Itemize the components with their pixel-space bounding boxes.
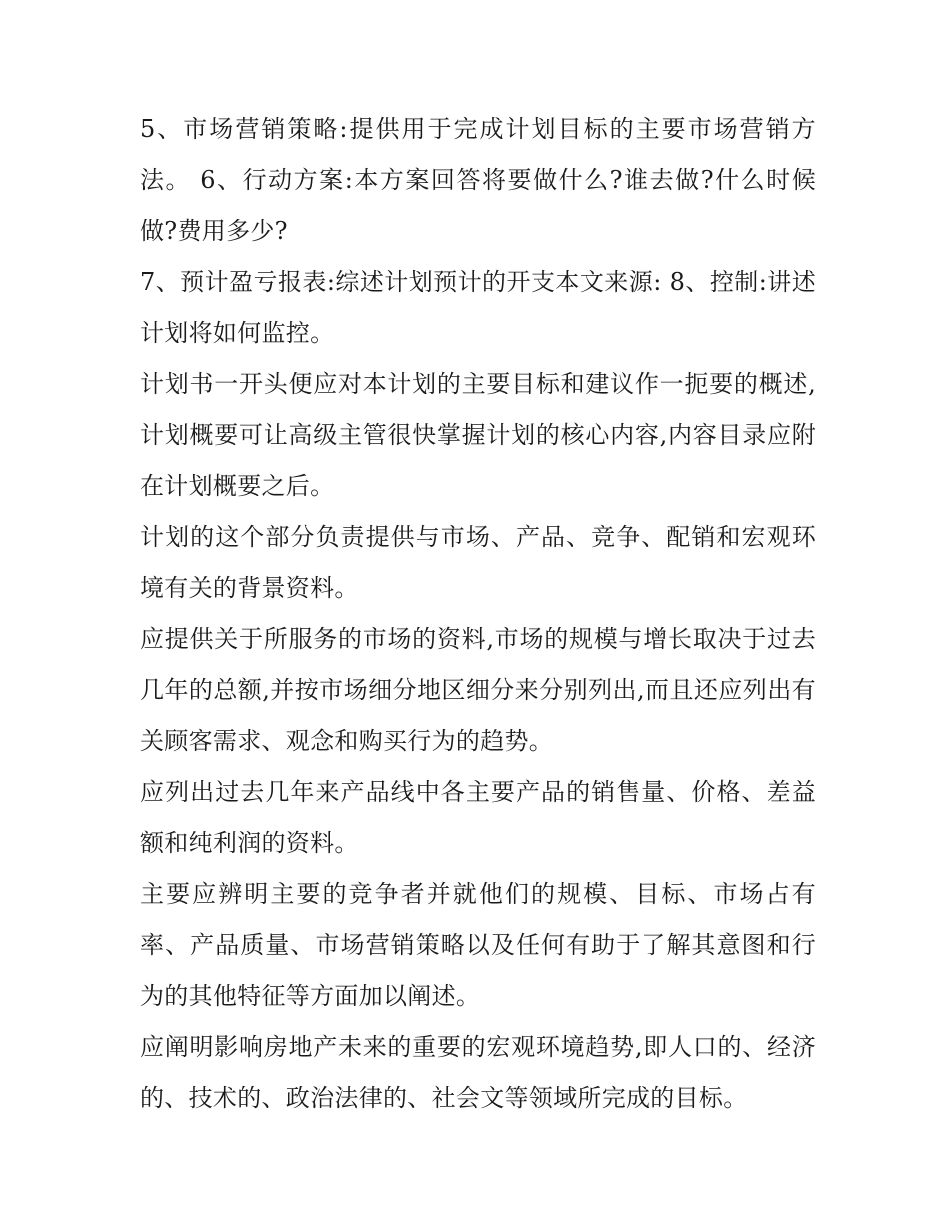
paragraph-background: 计划的这个部分负责提供与市场、产品、竞争、配销和宏观环境有关的背景资料。 bbox=[140, 523, 816, 602]
paragraph-profit-loss-control: 7、预计盈亏报表:综述计划预计的开支本文来源: 8、控制:讲述计划将如何监控。 bbox=[140, 268, 816, 347]
document-body bbox=[140, 104, 816, 1124]
paragraph-market-data: 应提供关于所服务的市场的资料,市场的规模与增长取决于过去几年的总额,并按市场细分地区细分来分别列出,而且还应列出有关顾客需求、观念和购买行为的趋势。 bbox=[140, 625, 816, 755]
paragraph-plan-summary: 计划书一开头便应对本计划的主要目标和建议作一扼要的概述,计划概要可让高级主管很快掌握计划的核心内容,内容目录应附在计划概要之后。 bbox=[140, 370, 816, 500]
paragraph-macro-environment: 应阐明影响房地产未来的重要的宏观环境趋势,即人口的、经济的、技术的、政治法律的、社会文等领域所完成的目标。 bbox=[140, 1033, 816, 1112]
paragraph-competition: 主要应辨明主要的竞争者并就他们的规模、目标、市场占有率、产品质量、市场营销策略以及任何有助于了解其意图和行为的其他特征等方面加以阐述。 bbox=[140, 880, 816, 1010]
paragraph-marketing-strategy-action-plan: 5、市场营销策略:提供用于完成计划目标的主要市场营销方法。 6、行动方案:本方案回答将要做什么?谁去做?什么时候做?费用多少? bbox=[140, 115, 816, 245]
paragraph-product-data: 应列出过去几年来产品线中各主要产品的销售量、价格、差益额和纯利润的资料。 bbox=[140, 778, 816, 857]
